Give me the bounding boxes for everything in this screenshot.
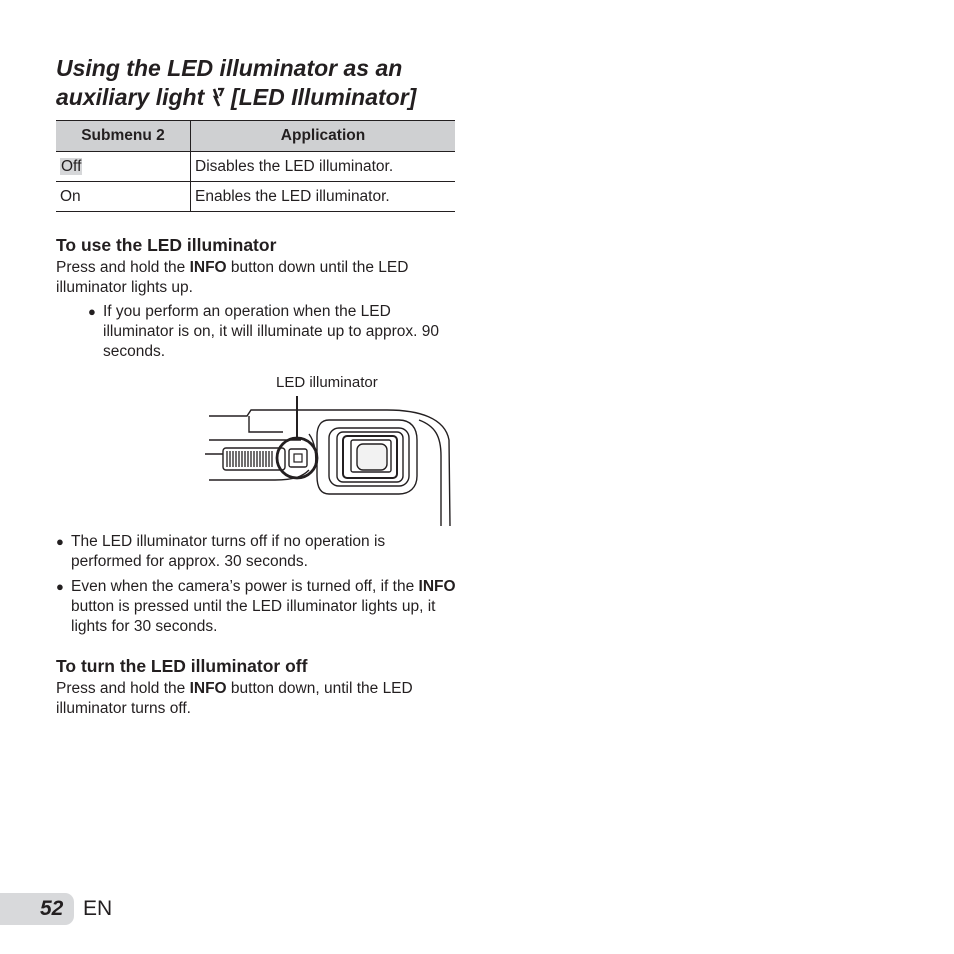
para-text: Press and hold the — [56, 259, 190, 276]
info-button-name: INFO — [189, 680, 227, 697]
off-section-heading: To turn the LED illuminator off — [56, 656, 308, 676]
note-text: If you perform an operation when the LED illuminator is on, it will illuminate up to approx. 90 seconds. — [103, 303, 439, 360]
table-row — [56, 182, 455, 212]
table-header-row — [56, 121, 455, 152]
off-section-paragraph — [56, 679, 451, 719]
page-number: 52 — [40, 897, 64, 920]
bullet-text: Even when the camera’s power is turned off, if the — [71, 578, 419, 595]
note-bullet — [88, 302, 453, 362]
submenu-table — [56, 120, 455, 212]
title-suffix: [LED Illuminator] — [231, 84, 417, 110]
application-cell: Disables the LED illuminator. — [191, 152, 456, 182]
column-header-application: Application — [191, 121, 456, 152]
bullet-icon: ● — [88, 304, 96, 319]
bullet-icon: ● — [56, 579, 64, 594]
language-code: EN — [83, 897, 113, 920]
title-line-1: Using the LED illuminator as an — [56, 55, 403, 81]
flash-menu-icon — [211, 87, 225, 107]
info-button-name: INFO — [189, 259, 227, 276]
title-line-2 — [56, 83, 476, 112]
column-header-submenu: Submenu 2 — [56, 121, 191, 152]
figure-label: LED illuminator — [276, 374, 378, 391]
power-off-bullet — [56, 577, 456, 637]
table-row — [56, 152, 455, 182]
page-title — [56, 54, 476, 112]
submenu-cell — [56, 152, 191, 182]
use-section-paragraph — [56, 258, 446, 298]
title-prefix: auxiliary light — [56, 84, 205, 110]
camera-led-illustration — [205, 396, 455, 528]
bullet-icon: ● — [56, 534, 64, 549]
bullet-text: button is pressed until the LED illuminator lights up, it lights for 30 seconds. — [71, 598, 436, 635]
auto-off-bullet — [56, 532, 456, 572]
info-button-name: INFO — [418, 578, 456, 595]
para-text: button down until the LED illuminator lights up. — [56, 259, 409, 296]
para-text: Press and hold the — [56, 680, 190, 697]
submenu-cell: On — [56, 182, 191, 212]
use-section-heading: To use the LED illuminator — [56, 235, 277, 255]
application-cell: Enables the LED illuminator. — [191, 182, 456, 212]
para-text: button down, until the LED illuminator turns off. — [56, 680, 413, 717]
auto-off-text: The LED illuminator turns off if no operation is performed for approx. 30 seconds. — [71, 533, 386, 570]
default-option-highlight: Off — [61, 157, 82, 175]
